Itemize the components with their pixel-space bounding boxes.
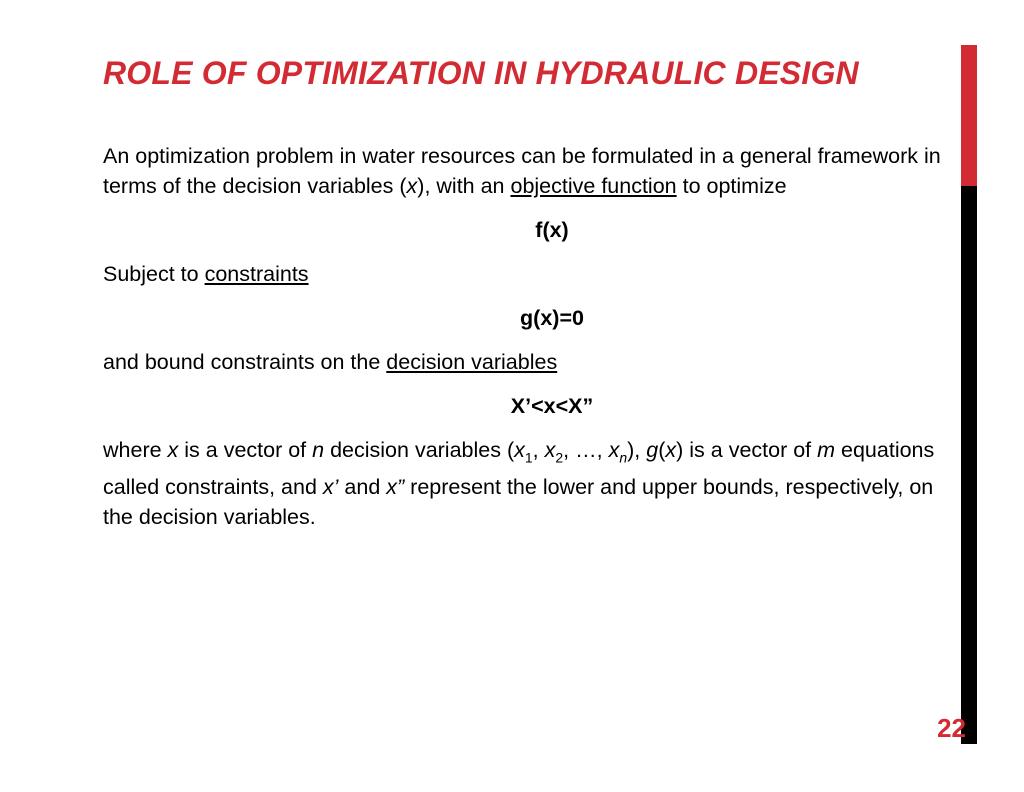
equation-objective: f(x) (535, 218, 569, 242)
def-text: represent the lower and upper bounds, respectively, on the decision variables. (103, 475, 934, 530)
def-var-x: x (167, 438, 179, 462)
paragraph-definitions (103, 435, 953, 532)
constraints-text: Subject to (103, 262, 205, 286)
var-x: x (406, 174, 418, 198)
def-text: is a vector of (178, 438, 313, 462)
equation-constraint: g(x)=0 (520, 306, 584, 330)
def-sub-2: 2 (555, 449, 564, 466)
accent-bar-black (961, 186, 977, 744)
def-text: ), (627, 438, 647, 462)
bounds-text: and bound constraints on the (103, 350, 387, 374)
paragraph-bounds (103, 347, 953, 377)
def-text: decision variables ( (324, 438, 515, 462)
def-var-upper: x” (386, 475, 405, 500)
def-sub-1: 1 (524, 449, 533, 466)
equation-bounds: X’<x<X” (510, 394, 594, 418)
def-text: equations called constraints, and (103, 438, 935, 500)
term-objective-function: objective function (510, 174, 677, 198)
def-sub-n: n (619, 449, 628, 466)
def-text: ) is a vector of (676, 438, 818, 462)
def-var-n: n (312, 438, 325, 462)
def-text: , …, (563, 438, 609, 462)
paragraph-constraints (103, 259, 953, 289)
def-text: where (103, 438, 168, 462)
intro-mid: ), with an (417, 174, 511, 198)
def-var-x2: x (544, 438, 556, 462)
def-var-x1: x (514, 438, 525, 462)
def-text: ( (658, 438, 666, 462)
paragraph-intro (103, 141, 953, 201)
slide-title: ROLE OF OPTIMIZATION IN HYDRAULIC DESIGN (103, 55, 859, 91)
def-var-xn: x (608, 438, 620, 462)
def-text: , (532, 438, 545, 462)
page-number: 22 (937, 713, 966, 743)
term-constraints: constraints (204, 262, 309, 286)
def-var-m: m (817, 438, 836, 462)
def-var-g: g (646, 438, 659, 462)
intro-end: to optimize (676, 174, 787, 198)
intro-text: An optimization problem in water resources can be formulated in a general framework in terms of the decision variables ( (103, 144, 941, 198)
def-text: and (338, 475, 387, 500)
accent-bar-red (961, 45, 977, 186)
def-var-lower: x’ (322, 475, 339, 500)
term-decision-variables: decision variables (386, 350, 558, 374)
def-var-gx: x (665, 438, 677, 462)
slide-body (103, 141, 953, 532)
